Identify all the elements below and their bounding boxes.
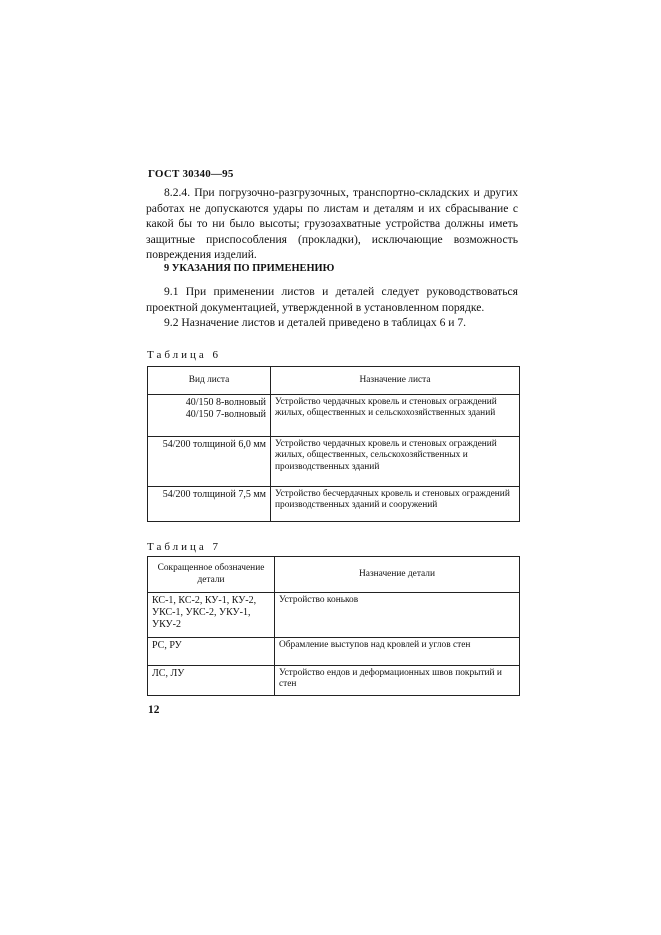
table-7-row-2-code: РС, РУ [148,638,275,666]
table-6-caption: Таблица 6 [147,349,222,361]
table-7 [147,556,520,696]
section-9-title: 9 УКАЗАНИЯ ПО ПРИМЕНЕНИЮ [164,263,335,274]
table-6-row-1-type: 40/150 8-волновый 40/150 7-волновый [148,395,271,437]
paragraph-8-2-4: 8.2.4. При погрузочно-разгрузочных, транспортно-складских и других работах не допускаются удары по листам и деталям и их сбрасывание с какой бы то ни было высоты; грузозахватные устройства должны иметь защитные приспособления (прокладки), исключающие возможность повреждения изделий. [146,186,518,262]
table-7-header-purpose: Назначение детали [275,557,520,593]
table-7-row-1-code: КС-1, КС-2, КУ-1, КУ-2, УКС-1, УКС-2, УКУ-1, УКУ-2 [148,593,275,638]
document-code: ГОСТ 30340—95 [148,168,234,180]
table-6-row-3-type: 54/200 толщиной 7,5 мм [148,487,271,522]
page-number: 12 [148,704,160,716]
table-6-row-2-type: 54/200 толщиной 6,0 мм [148,437,271,487]
table-7-header-code: Сокращенное обозначение детали [148,557,275,593]
paragraph-9-1: 9.1 При применении листов и деталей следует руководствоваться проектной документацией, утвержденной в установленном порядке. [146,285,518,314]
table-7-row-2-purpose: Обрамление выступов над кровлей и углов стен [275,638,520,666]
paragraph-9-2: 9.2 Назначение листов и деталей приведено в таблицах 6 и 7. [164,316,467,329]
table-7-row-3-code: ЛС, ЛУ [148,666,275,696]
table-7-caption: Таблица 7 [147,541,222,553]
table-6-row-1-purpose: Устройство чердачных кровель и стеновых ограждений жилых, общественных и сельскохозяйственных зданий [271,395,520,437]
table-7-row-3-purpose: Устройство ендов и деформационных швов покрытий и стен [275,666,520,696]
table-6-header-purpose: Назначение листа [271,367,520,395]
table-6-row-2-purpose: Устройство чердачных кровель и стеновых ограждений жилых, общественных, сельскохозяйственных и производственных зданий [271,437,520,487]
table-6-row-3-purpose: Устройство бесчердачных кровель и стеновых ограждений производственных зданий и сооружений [271,487,520,522]
table-7-row-1-purpose: Устройство коньков [275,593,520,638]
table-6-header-type: Вид листа [148,367,271,395]
table-6 [147,366,520,522]
